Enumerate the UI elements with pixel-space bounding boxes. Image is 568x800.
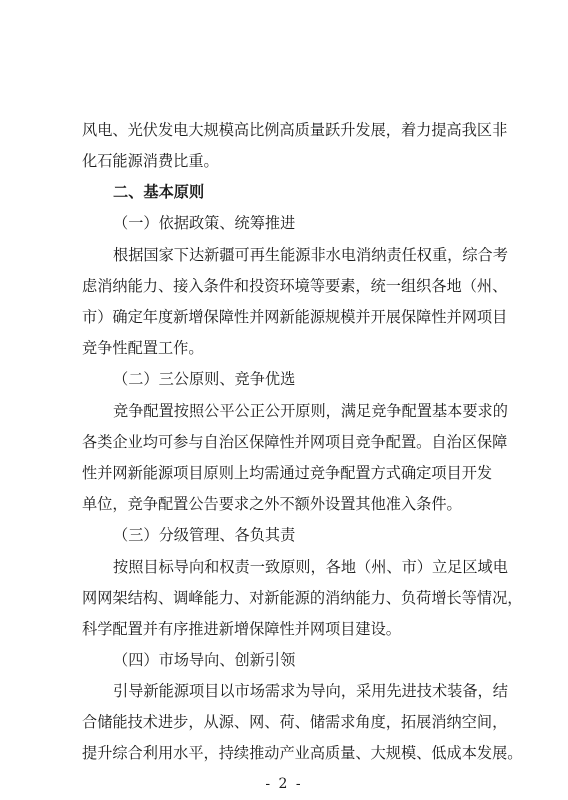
principle-2-line-3: 性并网新能源项目原则上均需通过竞争配置方式确定项目开发 xyxy=(82,464,493,482)
intro-line-2: 化石能源消费比重。 xyxy=(82,152,219,170)
principle-2-line-1: 竞争配置按照公平公正公开原则，满足竞争配置基本要求的 xyxy=(113,402,508,420)
principle-1-heading: （一）依据政策、统筹推进 xyxy=(113,214,296,232)
principle-3-line-3: 科学配置并有序推进新增保障性并网项目建设。 xyxy=(82,620,401,638)
page-number: - 2 - xyxy=(265,776,303,792)
principle-4-line-3: 提升综合利用水平，持续推动产业高质量、大规模、低成本发展。 xyxy=(82,744,523,762)
principle-2-line-4: 单位，竞争配置公告要求之外不额外设置其他准入条件。 xyxy=(82,495,462,513)
principle-4-line-1: 引导新能源项目以市场需求为导向，采用先进技术装备，结 xyxy=(113,682,508,700)
principle-2-line-2: 各类企业均可参与自治区保障性并网项目竞争配置。自治区保障 xyxy=(82,433,508,451)
principle-1-line-3: 市）确定年度新增保障性并网新能源规模并开展保障性并网项目 xyxy=(82,308,508,326)
principle-1-line-1: 根据国家下达新疆可再生能源非水电消纳责任权重，综合考 xyxy=(113,246,508,264)
principle-4-line-2: 合储能技术进步，从源、网、荷、储需求角度，拓展消纳空间， xyxy=(82,713,508,731)
principle-3-line-1: 按照目标导向和权责一致原则，各地（州、市）立足区域电 xyxy=(113,558,508,576)
principle-3-line-2: 网网架结构、调峰能力、对新能源的消纳能力、负荷增长等情况， xyxy=(82,589,523,607)
principle-1-line-2: 虑消纳能力、接入条件和投资环境等要素，统一组织各地（州、 xyxy=(82,277,508,295)
principle-3-heading: （三）分级管理、各负其责 xyxy=(113,526,296,544)
principle-2-heading: （二）三公原则、竞争优选 xyxy=(113,370,296,388)
principle-4-heading: （四）市场导向、创新引领 xyxy=(113,651,296,669)
intro-line-1: 风电、光伏发电大规模高比例高质量跃升发展，着力提高我区非 xyxy=(82,121,508,139)
section-title: 二、基本原则 xyxy=(113,183,205,201)
principle-1-line-4: 竞争性配置工作。 xyxy=(82,339,204,357)
